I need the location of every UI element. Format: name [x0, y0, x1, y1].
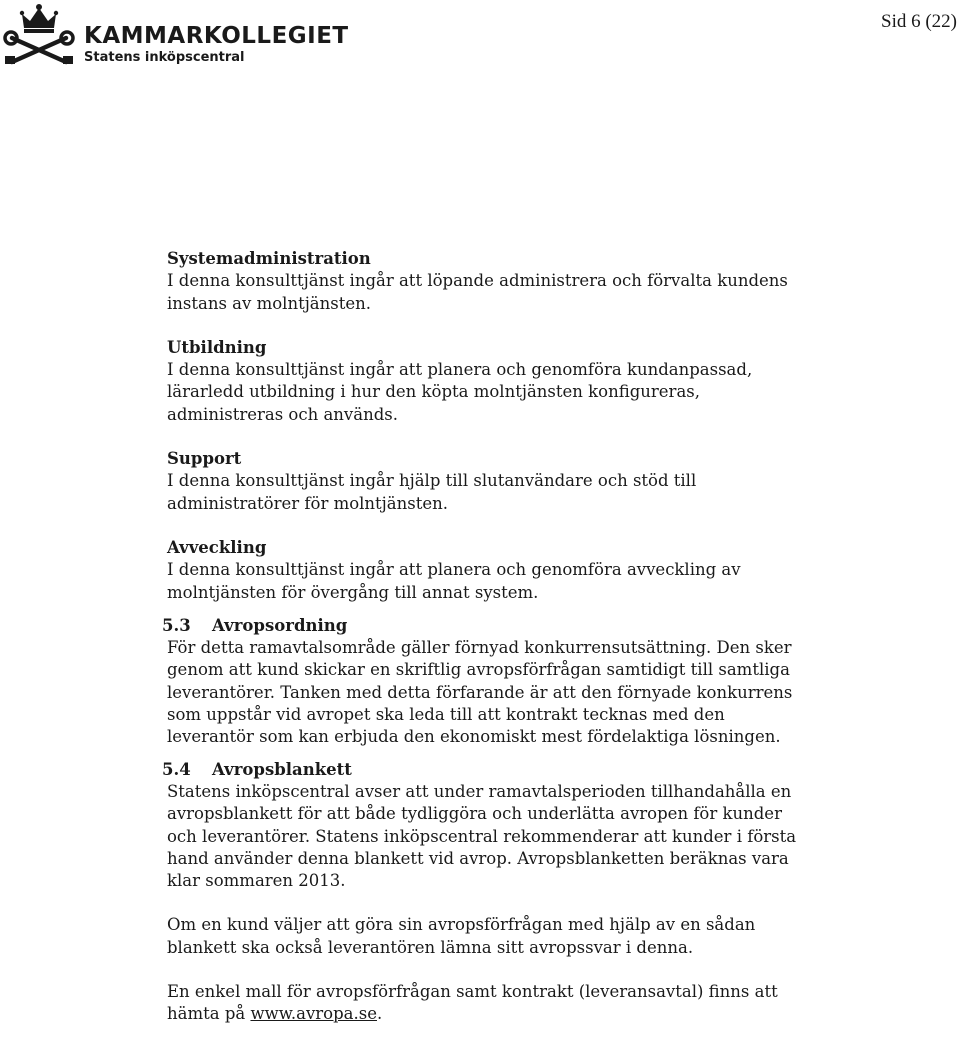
paragraph-avropssvar [167, 914, 797, 959]
section-heading: Utbildning [167, 337, 267, 357]
section-text: I denna konsulttjänst ingår att planera och genomföra kundanpassad, lärarledd utbildning i hur den köpta molntjänsten konfigureras, administreras och används. [167, 360, 753, 424]
brand-name: KAMMARKOLLEGIET [84, 23, 349, 49]
section-number: 5.3 [162, 615, 191, 635]
section-text: I denna konsulttjänst ingår hjälp till slutanvändare och stöd till administratörer för molntjänsten. [167, 471, 697, 513]
section-heading: Systemadministration [167, 249, 371, 268]
section-systemadministration [167, 248, 797, 315]
section-avropsordning [162, 615, 797, 749]
section-title: Avropsordning [212, 615, 348, 635]
brand-subtitle: Statens inköpscentral [84, 50, 245, 65]
page-number: Sid 6 (22) [881, 11, 957, 32]
section-text: Om en kund väljer att göra sin avropsförfrågan med hjälp av en sådan blankett ska också leverantören lämna sitt avropssvar i denna. [167, 915, 756, 957]
avropa-link[interactable]: www.avropa.se [250, 1004, 377, 1024]
section-avveckling [167, 537, 797, 604]
section-text: Statens inköpscentral avser att under ramavtalsperioden tillhandahålla en avropsblankett för att både tydliggöra och underlätta avropen för kunder och leverantörer. Statens inköpscentral rekommenderar att kunder i första hand använder denna blankett vid avrop. Avropsblanketten beräknas vara klar sommaren 2013. [167, 781, 797, 891]
section-support [167, 448, 797, 515]
section-title: Avropsblankett [212, 759, 352, 779]
section-text: I denna konsulttjänst ingår att löpande administrera och förvalta kundens instans av molntjänsten. [167, 271, 788, 313]
paragraph-mall [167, 981, 797, 1026]
section-number: 5.4 [162, 759, 191, 779]
section-utbildning [167, 337, 797, 426]
section-avropsblankett [162, 759, 797, 893]
page-header [0, 0, 960, 80]
numbered-heading [162, 615, 797, 637]
numbered-heading [162, 759, 797, 781]
section-text [167, 981, 797, 1026]
section-text: För detta ramavtalsområde gäller förnyad konkurrensutsättning. Den sker genom att kund skickar en skriftlig avropsförfrågan samtidigt till samtliga leverantörer. Tanken med detta förfarande är att den förnyade konkurrens som uppstår vid avropet ska leda till att kontrakt tecknas med den leverantör som kan erbjuda den ekonomiskt mest fördelaktiga lösningen. [167, 638, 793, 747]
section-heading: Avveckling [167, 537, 267, 557]
crown-keys-logo-icon [2, 2, 77, 66]
paragraph-text-end: . [376, 1004, 383, 1024]
section-text: I denna konsulttjänst ingår att planera och genomföra avveckling av molntjänsten för övergång till annat system. [167, 560, 741, 602]
document-body [162, 248, 797, 1026]
section-heading: Support [167, 449, 242, 469]
paragraph-text: En enkel mall för avropsförfrågan samt kontrakt (leveransavtal) finns att hämta på [167, 982, 778, 1024]
